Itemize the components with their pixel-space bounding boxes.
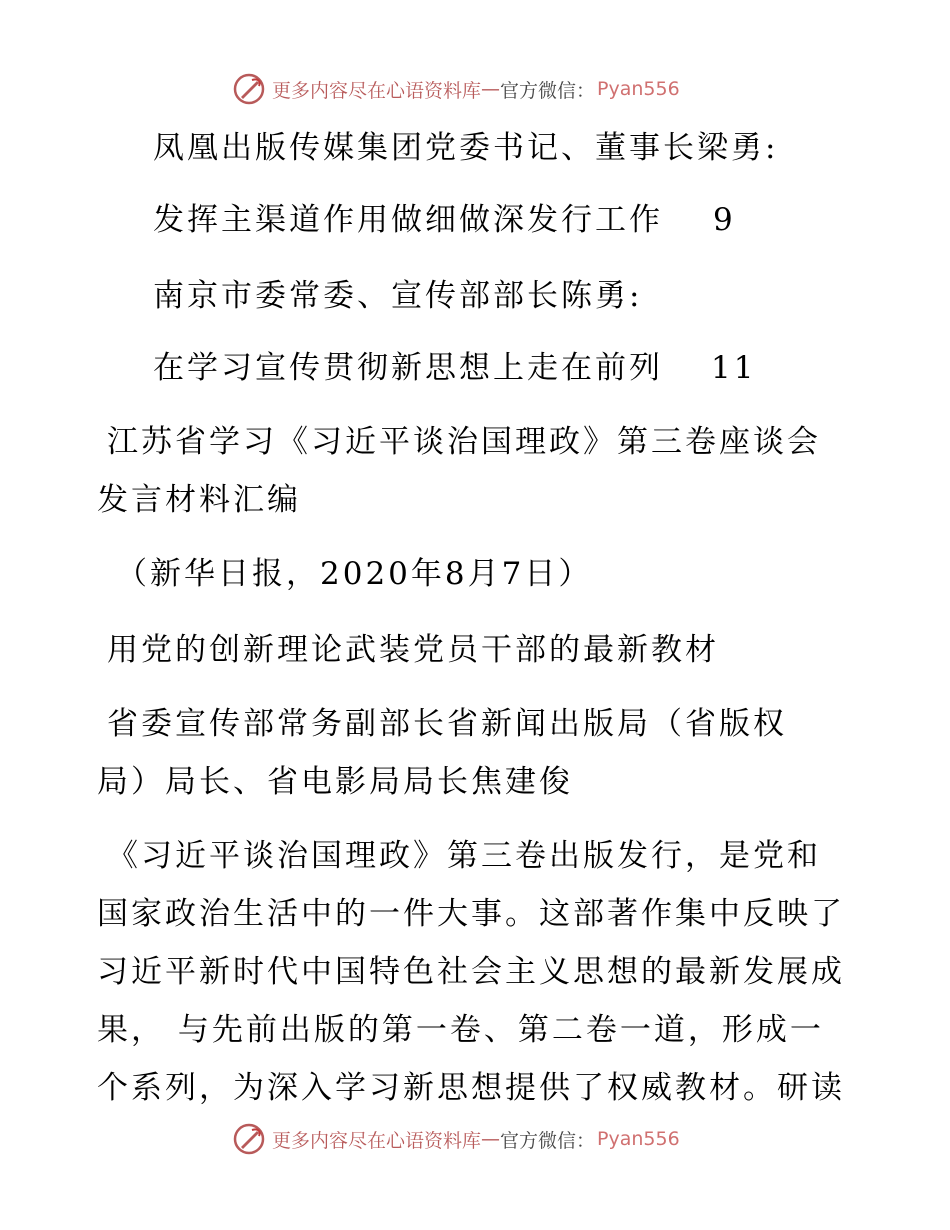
- paragraph-line-2: 国家政治生活中的一件大事。这部著作集中反映了: [97, 896, 845, 932]
- paragraph-line-5: 个系列，为深入学习新思想提供了权威教材。研读: [97, 1070, 845, 1106]
- watermark-official-label: 官方微信：: [500, 1129, 596, 1152]
- document-heading-line-2: 发言材料汇编: [97, 482, 301, 518]
- watermark-wechat-id: Pyan556: [597, 1128, 680, 1150]
- paragraph-line-4: 果， 与先前出版的第一卷、第二卷一道，形成一: [97, 1012, 824, 1048]
- quill-logo-icon: [232, 1122, 266, 1156]
- document-heading-line-1: 江苏省学习《习近平谈治国理政》第三卷座谈会: [107, 424, 821, 460]
- quill-logo-icon: [232, 72, 266, 106]
- watermark-dash: —: [481, 1128, 499, 1150]
- toc-entry-page: 11: [711, 350, 757, 386]
- author-line-2: 局）局长、省电影局局长焦建俊: [97, 764, 573, 800]
- toc-entry-2: [153, 348, 756, 388]
- toc-author-1: 凤凰出版传媒集团党委书记、董事长梁勇:: [153, 130, 779, 166]
- toc-entry-1: [153, 200, 736, 240]
- watermark-footer: [232, 1122, 680, 1156]
- watermark-text: 更多内容尽在心语资料库: [272, 1129, 482, 1152]
- author-line-1: 省委宣传部常务副部长省新闻出版局（省版权: [107, 706, 787, 742]
- toc-entry-title: 发挥主渠道作用做细做深发行工作: [153, 202, 663, 238]
- article-title: 用党的创新理论武装党员干部的最新教材: [107, 632, 719, 668]
- toc-entry-page: 9: [713, 202, 736, 238]
- watermark-text: 更多内容尽在心语资料库: [272, 79, 482, 102]
- watermark-header: [232, 72, 680, 106]
- paragraph-line-3: 习近平新时代中国特色社会主义思想的最新发展成: [97, 954, 845, 990]
- paragraph-line-1: 《习近平谈治国理政》第三卷出版发行，是党和: [107, 838, 821, 874]
- watermark-dash: —: [481, 78, 499, 100]
- source-line: （新华日报，2020年8月7日）: [116, 556, 593, 592]
- watermark-wechat-id: Pyan556: [597, 78, 680, 100]
- watermark-official-label: 官方微信：: [500, 79, 596, 102]
- toc-entry-title: 在学习宣传贯彻新思想上走在前列: [153, 350, 663, 386]
- toc-author-2: 南京市委常委、宣传部部长陈勇:: [153, 278, 643, 314]
